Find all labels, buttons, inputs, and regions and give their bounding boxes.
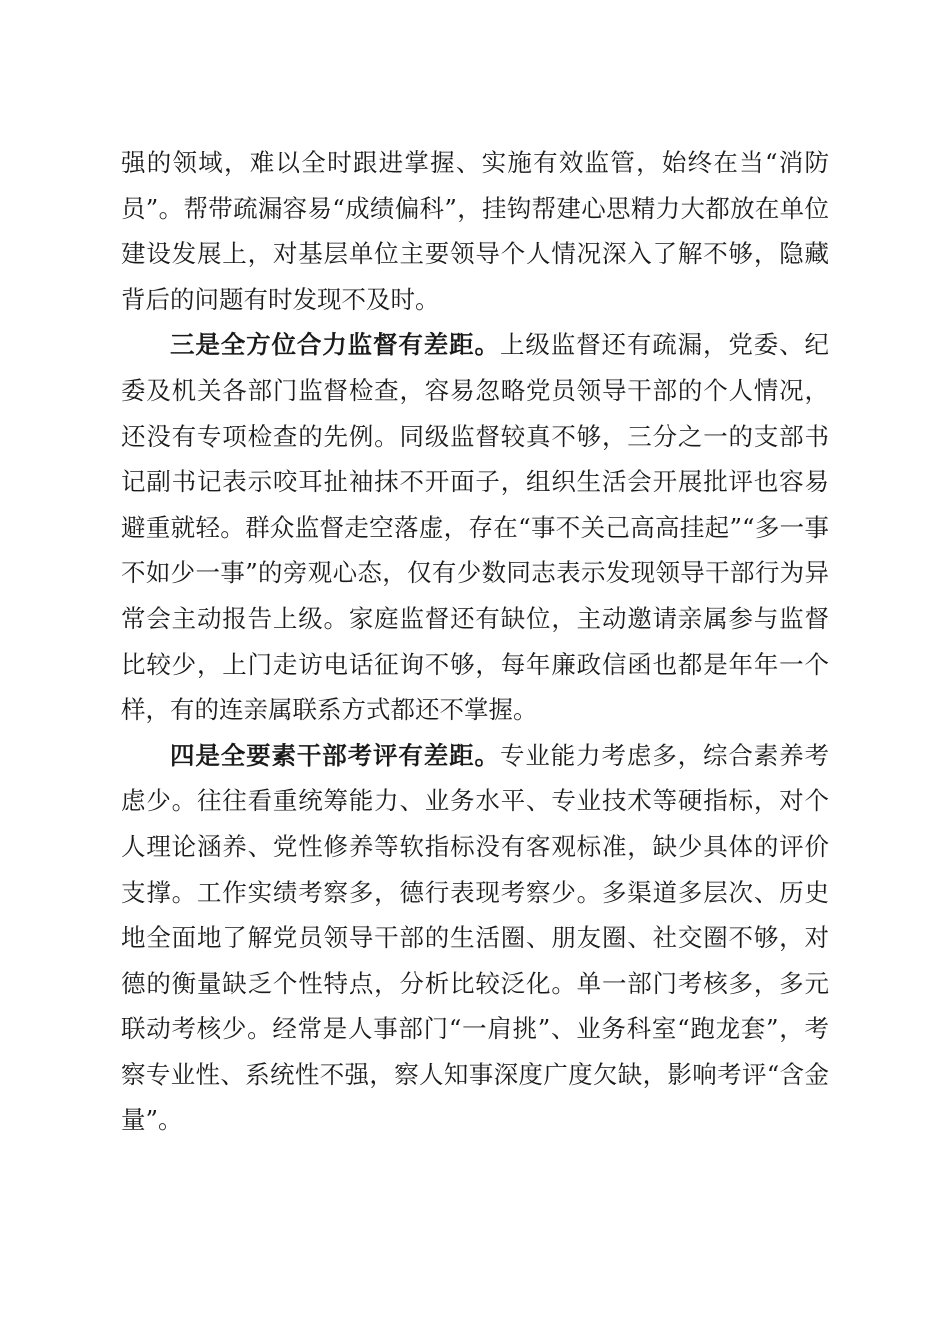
paragraph-lead-heading: 四是全要素干部考评有差距。 [170, 740, 500, 770]
paragraph-text: 上级监督还有疏漏，党委、纪委及机关各部门监督检查，容易忽略党员领导干部的个人情况，还没有专项检查的先例。同级监督较真不够，三分之一的支部书记副书记表示咬耳扯袖抹不开面子，组织生活会开展批评也容易避重就轻。群众监督走空落虚，存在“事不关己高高挂起”“多一事不如少一事”的旁观心态，仅有少数同志表示发现领导干部行为异常会主动报告上级。家庭监督还有缺位，主动邀请亲属参与监督比较少，上门走访电话征询不够，每年廉政信函也都是年年一个样，有的连亲属联系方式都还不掌握。 [121, 330, 830, 725]
paragraph-text: 强的领域，难以全时跟进掌握、实施有效监管，始终在当“消防员”。帮带疏漏容易“成绩偏科”，挂钩帮建心思精力大都放在单位建设发展上，对基层单位主要领导个人情况深入了解不够，隐藏背后的问题有时发现不及时。 [121, 148, 829, 314]
document-body [121, 140, 829, 1143]
paragraph-text: 专业能力考虑多，综合素养考虑少。往往看重统筹能力、业务水平、专业技术等硬指标，对个人理论涵养、党性修养等软指标没有客观标准，缺少具体的评价支撑。工作实绩考察多，德行表现考察少。多渠道多层次、历史地全面地了解党员领导干部的生活圈、朋友圈、社交圈不够，对德的衡量缺乏个性特点，分析比较泛化。单一部门考核多，多元联动考核少。经常是人事部门“一肩挑”、业务科室“跑龙套”，考察专业性、系统性不强，察人知事深度广度欠缺，影响考评“含金量”。 [121, 740, 830, 1135]
paragraph-continuation [121, 140, 829, 322]
paragraph-supervision-gap [121, 322, 829, 732]
paragraph-lead-heading: 三是全方位合力监督有差距。 [170, 330, 500, 360]
paragraph-evaluation-gap [121, 733, 829, 1143]
